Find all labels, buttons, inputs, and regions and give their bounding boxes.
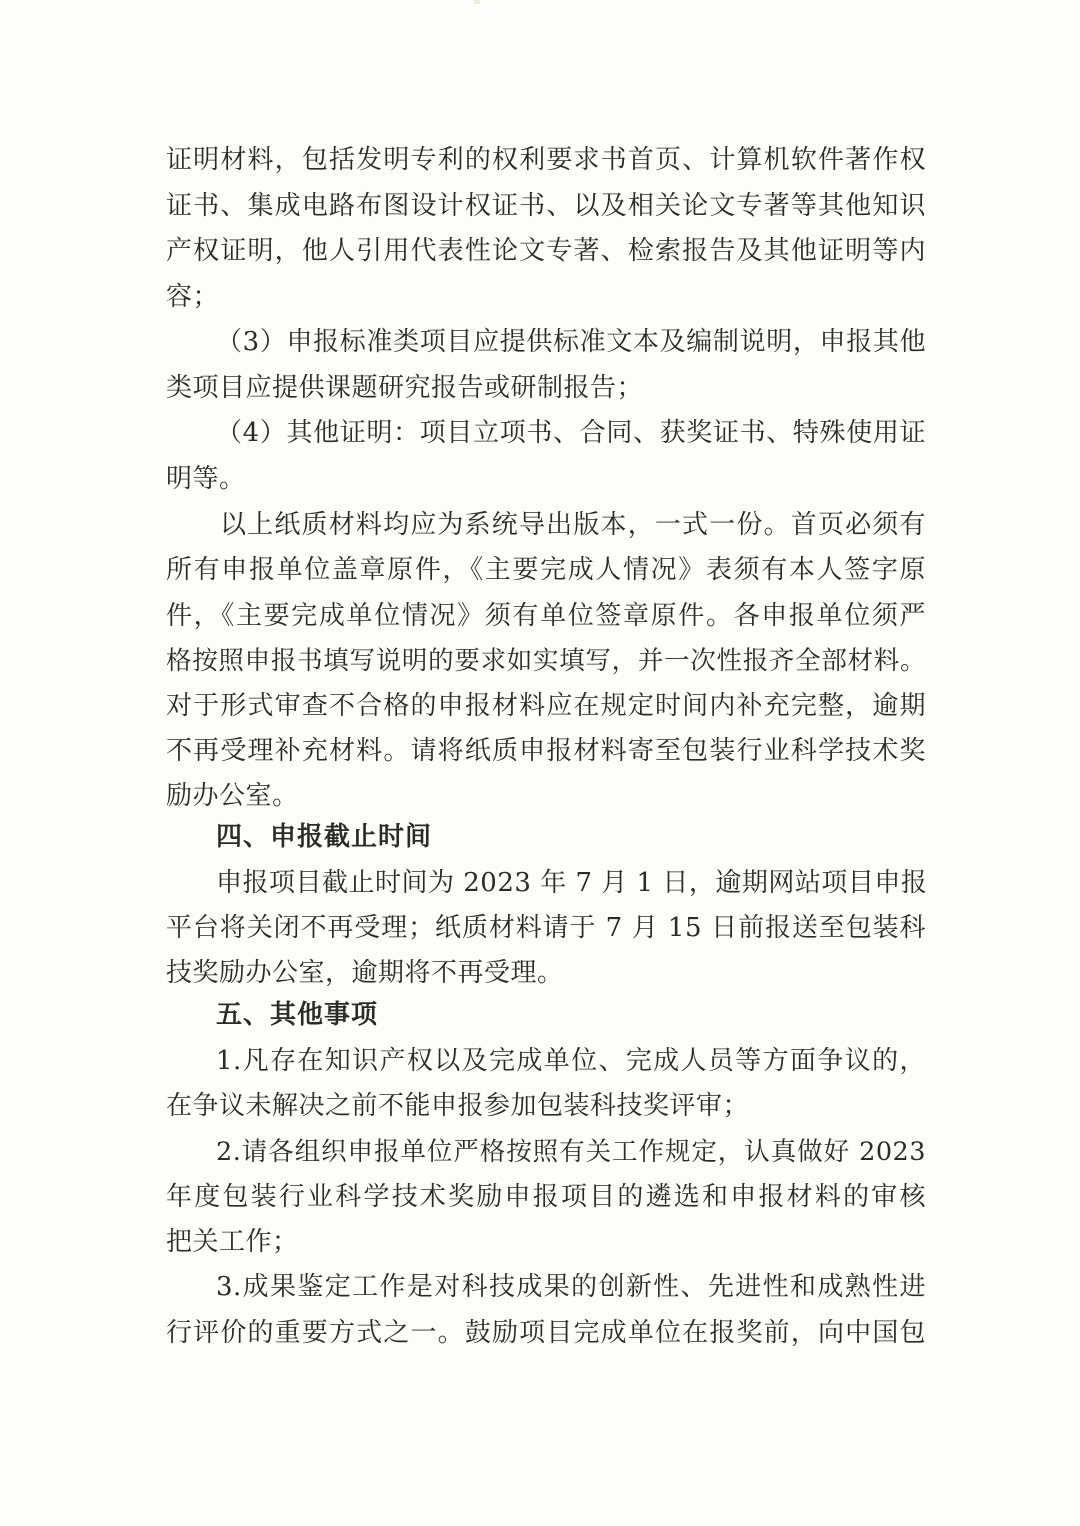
item-2-line: 把关工作；	[166, 1227, 299, 1257]
item-2-line: 2.请各组织申报单位严格按照有关工作规定，认真做好 2023	[216, 1137, 926, 1167]
list-item-4-line: 明等。	[166, 464, 246, 494]
paragraph-line: 所有申报单位盖章原件，《主要完成人情况》表须有本人签字原	[166, 555, 926, 585]
body-line: 容；	[166, 282, 220, 312]
paragraph-line: 以上纸质材料均应为系统导出版本，一式一份。首页必须有	[220, 510, 926, 540]
section-heading-other: 五、其他事项	[216, 1000, 379, 1030]
body-line: 证书、集成电路布图设计权证书、以及相关论文专著等其他知识	[166, 191, 926, 221]
deadline-line: 申报项目截止时间为 2023 年 7 月 1 日，逾期网站项目申报	[216, 868, 928, 898]
list-item-3-line: 类项目应提供课题研究报告或研制报告；	[166, 373, 644, 403]
item-3-line: 3.成果鉴定工作是对科技成果的创新性、先进性和成熟性进	[216, 1272, 926, 1302]
deadline-line: 技奖励办公室，逾期将不再受理。	[166, 958, 564, 988]
paragraph-line: 格按照申报书填写说明的要求如实填写，并一次性报齐全部材料。	[166, 646, 926, 676]
item-2-line: 年度包装行业科学技术奖励申报项目的遴选和申报材料的审核	[166, 1182, 926, 1212]
paragraph-line: 对于形式审查不合格的申报材料应在规定时间内补充完整，逾期	[166, 691, 926, 721]
body-line: 产权证明，他人引用代表性论文专著、检索报告及其他证明等内	[166, 236, 926, 266]
paragraph-line: 件，《主要完成单位情况》须有单位签章原件。各申报单位须严	[166, 601, 926, 631]
paragraph-line: 不再受理补充材料。请将纸质申报材料寄至包装行业科学技术奖	[166, 736, 926, 766]
paragraph-line: 励办公室。	[166, 781, 299, 811]
section-heading-deadline: 四、申报截止时间	[216, 822, 433, 852]
item-1-line: 1.凡存在知识产权以及完成单位、完成人员等方面争议的，	[216, 1046, 926, 1076]
deadline-line: 平台将关闭不再受理；纸质材料请于 7 月 15 日前报送至包装科	[166, 913, 926, 943]
scan-mark	[474, 0, 480, 4]
body-line: 证明材料，包括发明专利的权利要求书首页、计算机软件著作权	[166, 145, 926, 175]
list-item-4-line: （4）其他证明：项目立项书、合同、获奖证书、特殊使用证	[216, 418, 926, 448]
item-1-line: 在争议未解决之前不能申报参加包装科技奖评审；	[166, 1091, 750, 1121]
item-3-line: 行评价的重要方式之一。鼓励项目完成单位在报奖前，向中国包	[166, 1318, 926, 1348]
list-item-3-line: （3）申报标准类项目应提供标准文本及编制说明，申报其他	[216, 327, 926, 357]
